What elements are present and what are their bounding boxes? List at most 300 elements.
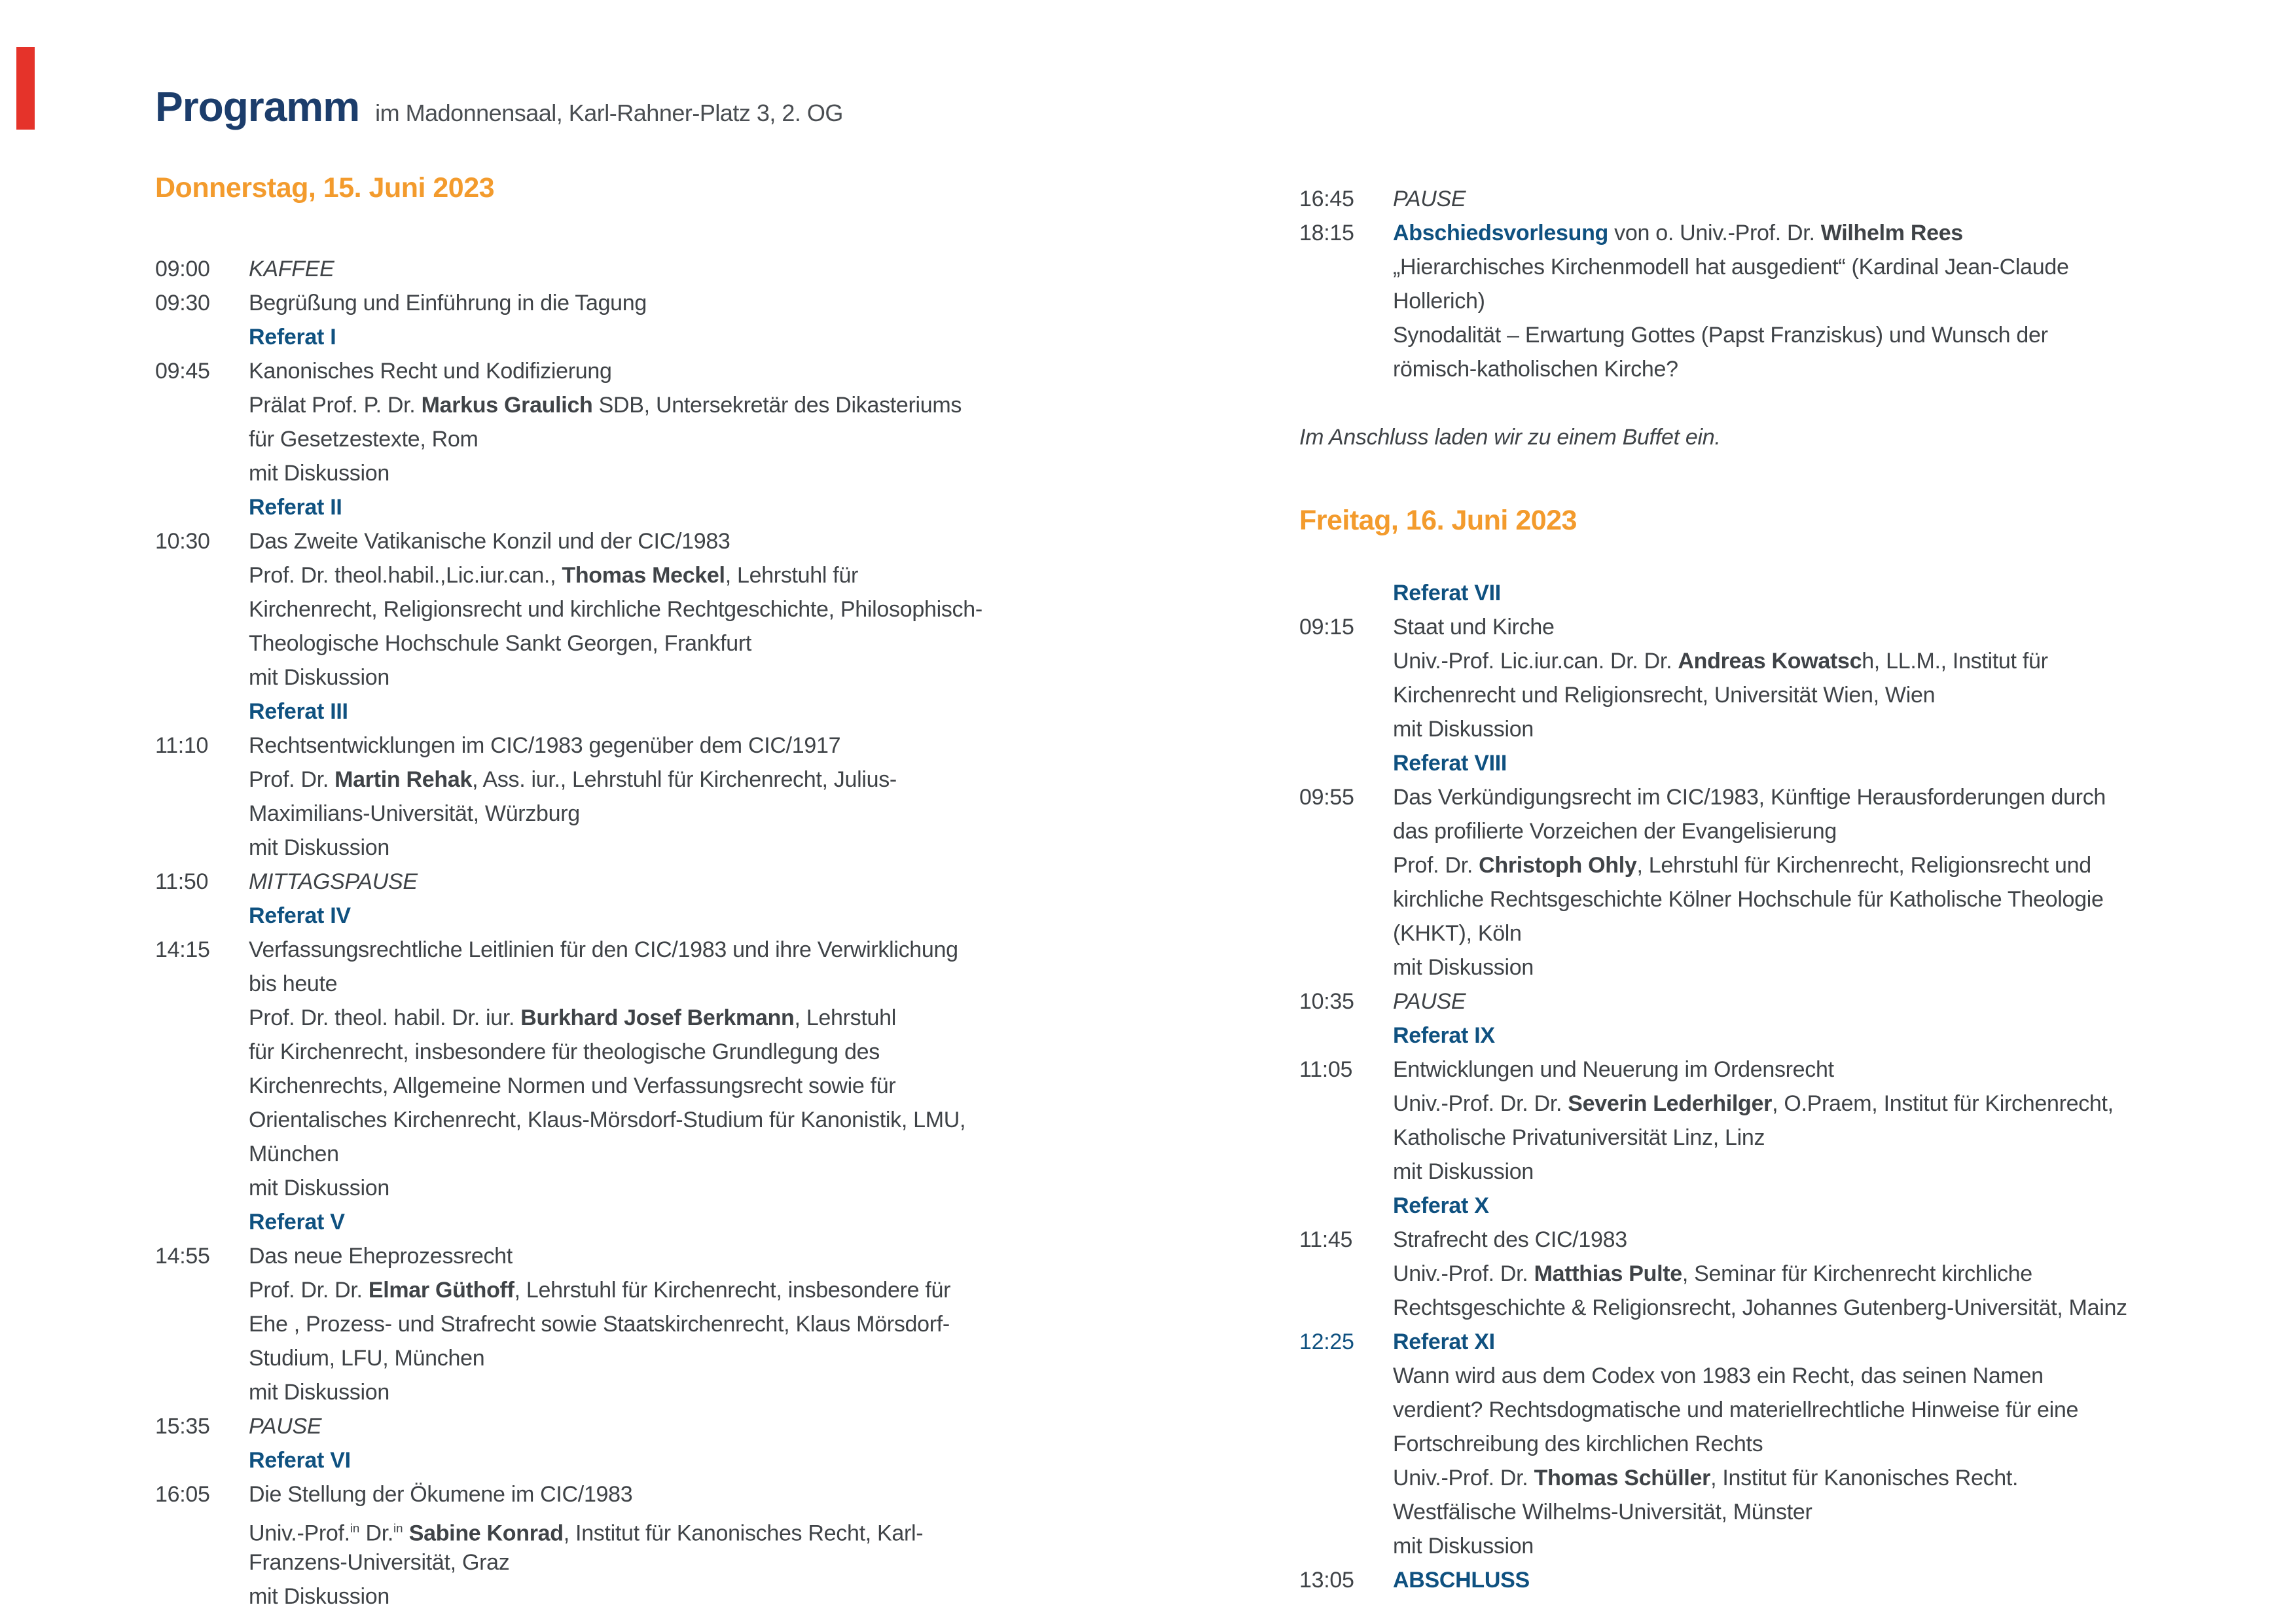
time-label: [1299, 644, 1393, 678]
text-run: Thomas Meckel: [562, 563, 725, 588]
schedule-row: [155, 797, 1137, 831]
text-run: in: [350, 1521, 360, 1535]
schedule-row: [155, 1171, 1137, 1205]
schedule-row: [155, 456, 1137, 490]
row-text: [249, 1137, 1137, 1171]
row-text: [249, 456, 1137, 490]
row-text: [1393, 984, 2288, 1019]
text-run: Prof. Dr. Dr.: [249, 1278, 369, 1303]
text-run: mit Diskussion: [249, 461, 389, 486]
row-text: [249, 1511, 1137, 1545]
schedule-row: [1299, 916, 2288, 950]
row-text: [1393, 678, 2288, 712]
row-text: [249, 524, 1137, 558]
time-label: [1299, 1529, 1393, 1563]
time-label: [1299, 1087, 1393, 1121]
time-label: 11:45: [1299, 1227, 1353, 1252]
time-label: 16:45: [1299, 187, 1354, 211]
text-run: mit Diskussion: [249, 835, 389, 860]
referat-label: Referat VI: [249, 1448, 351, 1473]
schedule-row: [1299, 1359, 2288, 1393]
row-text: [1393, 746, 2288, 780]
note-row: [1299, 420, 2288, 454]
time-label: [1299, 916, 1393, 950]
time-label: [1299, 1427, 1393, 1461]
schedule-row: [155, 1137, 1137, 1171]
text-run: Im Anschluss laden wir zu einem Buffet ein.: [1299, 425, 1721, 450]
row-text: [1393, 1563, 2288, 1597]
time-label: 09:00: [155, 257, 210, 281]
text-run: Martin Rehak: [334, 767, 473, 792]
schedule-row: [155, 592, 1137, 626]
schedule-row: [1299, 1529, 2288, 1563]
time-label: 09:30: [155, 291, 210, 316]
time-label: [155, 592, 249, 626]
time-label: [155, 1103, 249, 1137]
text-run: Das Zweite Vatikanische Konzil und der CIC/1983: [249, 529, 730, 554]
row-text: [249, 1001, 1137, 1035]
time-label: 14:15: [155, 937, 210, 962]
text-run: Orientalisches Kirchenrecht, Klaus-Mörsdorf-Studium für Kanonistik, LMU,: [249, 1108, 966, 1132]
row-text: [249, 1069, 1137, 1103]
row-text: [249, 660, 1137, 695]
time-label: [1299, 1291, 1393, 1325]
text-run: mit Diskussion: [249, 1380, 389, 1405]
text-run: Katholische Privatuniversität Linz, Linz: [1393, 1125, 1765, 1150]
text-run: , Lehrstuhl für Kirchenrecht, insbesondere für: [514, 1278, 951, 1303]
time-label: [1299, 284, 1393, 318]
text-run: Entwicklungen und Neuerung im Ordensrecht: [1393, 1057, 1834, 1082]
row-text: [249, 354, 1137, 388]
schedule-row: [155, 558, 1137, 592]
time-label: [155, 1205, 249, 1239]
time-label: [155, 1035, 249, 1069]
text-run: , Lehrstuhl für Kirchenrecht, Religionsrecht und: [1636, 853, 2091, 878]
row-text: [1393, 1223, 2288, 1257]
text-run: für Kirchenrecht, insbesondere für theologische Grundlegung des: [249, 1039, 880, 1064]
row-text: [249, 797, 1137, 831]
red-mark: [16, 47, 35, 130]
row-text: [249, 252, 1137, 286]
text-run: Severin Lederhilger: [1568, 1091, 1773, 1116]
text-run: kirchliche Rechtsgeschichte Kölner Hochschule für Katholische Theologie: [1393, 887, 2104, 912]
time-label: [1299, 1257, 1393, 1291]
day-heading-thursday: Donnerstag, 15. Juni 2023: [155, 172, 495, 204]
time-label: [155, 1341, 249, 1375]
schedule-friday: [1299, 182, 2288, 1597]
schedule-row: [155, 320, 1137, 354]
time-label: [1299, 950, 1393, 984]
schedule-row: [1299, 1495, 2288, 1529]
row-text: [1393, 882, 2288, 916]
schedule-row: [1299, 1121, 2288, 1155]
schedule-row: [155, 490, 1137, 524]
time-label: 12:25: [1299, 1329, 1354, 1354]
row-text: [249, 1443, 1137, 1477]
row-text: [1393, 318, 2288, 352]
time-label: 10:35: [1299, 989, 1354, 1014]
text-run: von o. Univ.-Prof. Dr.: [1608, 221, 1821, 245]
schedule-row: [155, 1001, 1137, 1035]
row-text: [249, 695, 1137, 729]
schedule-row: [1299, 250, 2288, 284]
text-run: das profilierte Vorzeichen der Evangelisierung: [1393, 819, 1837, 844]
text-run: mit Diskussion: [1393, 717, 1534, 742]
row-text: [1393, 1495, 2288, 1529]
schedule-row: [1299, 814, 2288, 848]
time-label: [155, 320, 249, 354]
schedule-row: [155, 865, 1137, 899]
schedule-row: [155, 1239, 1137, 1273]
text-run: Univ.-Prof.: [249, 1521, 350, 1546]
row-text: [249, 388, 1137, 422]
text-run: Staat und Kirche: [1393, 615, 1555, 640]
schedule-row: [1299, 284, 2288, 318]
time-label: 10:30: [155, 529, 210, 554]
text-run: , Ass. iur., Lehrstuhl für Kirchenrecht, Julius-: [472, 767, 897, 792]
text-run: Hollerich): [1393, 289, 1485, 314]
row-text: [1393, 1291, 2288, 1325]
time-label: [1299, 712, 1393, 746]
text-run: Fortschreibung des kirchlichen Rechts: [1393, 1432, 1763, 1456]
time-label: [1299, 1495, 1393, 1529]
schedule-row: [1299, 352, 2288, 386]
time-label: [155, 1171, 249, 1205]
schedule-row: [1299, 318, 2288, 352]
time-label: [1299, 1121, 1393, 1155]
row-text: [1393, 780, 2288, 814]
text-run: Studium, LFU, München: [249, 1346, 485, 1371]
row-text: [1393, 950, 2288, 984]
row-text: [249, 1579, 1137, 1614]
text-run: PAUSE: [1393, 187, 1466, 211]
text-run: Begrüßung und Einführung in die Tagung: [249, 291, 647, 316]
text-run: Thomas Schüller: [1534, 1466, 1711, 1490]
time-label: [155, 1307, 249, 1341]
row-text: [1393, 1359, 2288, 1393]
text-run: Burkhard Josef Berkmann: [520, 1005, 795, 1030]
schedule-row: [1299, 610, 2288, 644]
row-text: [249, 422, 1137, 456]
time-label: [1299, 1461, 1393, 1495]
time-label: 11:05: [1299, 1057, 1353, 1082]
time-label: 09:15: [1299, 615, 1354, 640]
text-run: SDB, Untersekretär des Dikasteriums: [592, 393, 962, 418]
text-run: Die Stellung der Ökumene im CIC/1983: [249, 1482, 633, 1507]
text-run: , Lehrstuhl: [794, 1005, 896, 1030]
page-title: Programm: [155, 83, 360, 130]
schedule-row: [1299, 1563, 2288, 1597]
row-text: [1299, 420, 2288, 454]
time-label: [155, 422, 249, 456]
text-run: PAUSE: [1393, 989, 1466, 1014]
schedule-row: [155, 1307, 1137, 1341]
schedule-row: [1299, 848, 2288, 882]
row-text: [249, 1239, 1137, 1273]
time-label: [1299, 250, 1393, 284]
schedule-row: [155, 1103, 1137, 1137]
row-text: [1393, 1189, 2288, 1223]
row-text: [249, 1307, 1137, 1341]
row-text: [1393, 1053, 2288, 1087]
schedule-row: [155, 695, 1137, 729]
row-text: [1393, 1461, 2288, 1495]
row-text: [1393, 352, 2288, 386]
text-run: in: [393, 1521, 403, 1535]
text-run: Kirchenrecht und Religionsrecht, Universität Wien, Wien: [1393, 683, 1936, 708]
text-run: h, LL.M., Institut für: [1862, 649, 2048, 674]
schedule-row: [155, 524, 1137, 558]
time-label: [155, 831, 249, 865]
row-text: [1393, 1257, 2288, 1291]
schedule-row: [155, 1273, 1137, 1307]
schedule-row: [155, 1035, 1137, 1069]
text-run: Rechtsgeschichte & Religionsrecht, Johannes Gutenberg-Universität, Mainz: [1393, 1295, 2127, 1320]
time-label: [1299, 352, 1393, 386]
row-text: [1393, 1155, 2288, 1189]
schedule-row: [155, 1375, 1137, 1409]
text-run: Prof. Dr. theol.habil.,Lic.iur.can.,: [249, 563, 562, 588]
referat-label: Referat II: [249, 495, 342, 520]
schedule-row: [1299, 1189, 2288, 1223]
schedule-row: [155, 1443, 1137, 1477]
text-run: mit Diskussion: [249, 665, 389, 690]
text-run: mit Diskussion: [1393, 1534, 1534, 1559]
text-run: Prof. Dr.: [1393, 853, 1479, 878]
row-text: [1393, 848, 2288, 882]
schedule-row: [1299, 644, 2288, 678]
row-text: [249, 729, 1137, 763]
referat-label: Referat X: [1393, 1193, 1489, 1218]
row-text: [249, 286, 1137, 320]
time-label: [1299, 882, 1393, 916]
text-run: , O.Praem, Institut für Kirchenrecht,: [1772, 1091, 2114, 1116]
schedule-row: [1299, 216, 2288, 250]
row-text: [249, 933, 1137, 967]
text-run: KAFFEE: [249, 257, 334, 281]
column-thursday: [155, 172, 1137, 1614]
text-run: Prof. Dr.: [249, 767, 335, 792]
text-run: Univ.-Prof. Dr.: [1393, 1261, 1534, 1286]
time-label: [155, 695, 249, 729]
time-label: [155, 388, 249, 422]
page-header: [155, 82, 843, 131]
time-label: [155, 1443, 249, 1477]
schedule-row: [1299, 182, 2288, 216]
text-run: „Hierarchisches Kirchenmodell hat ausgedient“ (Kardinal Jean-Claude: [1393, 255, 2069, 280]
text-run: Kanonisches Recht und Kodifizierung: [249, 359, 612, 384]
time-label: [1299, 576, 1393, 610]
time-label: [155, 456, 249, 490]
text-run: , Institut für Kanonisches Recht.: [1710, 1466, 2019, 1490]
spacer: [1299, 542, 2288, 576]
referat-label: Referat III: [249, 699, 348, 724]
text-run: München: [249, 1142, 339, 1166]
time-label: [155, 1137, 249, 1171]
row-text: [249, 558, 1137, 592]
page-subtitle: im Madonnensaal, Karl-Rahner-Platz 3, 2. OG: [375, 99, 843, 126]
schedule-row: [155, 660, 1137, 695]
time-label: [1299, 1359, 1393, 1393]
text-run: , Lehrstuhl für: [725, 563, 859, 588]
schedule-row: [1299, 950, 2288, 984]
text-run: Maximilians-Universität, Würzburg: [249, 801, 580, 826]
text-run: bis heute: [249, 971, 338, 996]
time-label: [155, 1273, 249, 1307]
time-label: [1299, 1189, 1393, 1223]
schedule-row: [155, 1069, 1137, 1103]
row-text: [1393, 1393, 2288, 1427]
referat-label: Referat XI: [1393, 1329, 1495, 1354]
text-run: Theologische Hochschule Sankt Georgen, Frankfurt: [249, 631, 752, 656]
text-run: Wann wird aus dem Codex von 1983 ein Recht, das seinen Namen: [1393, 1363, 2044, 1388]
text-run: Westfälische Wilhelms-Universität, Münster: [1393, 1500, 1812, 1525]
schedule-row: [155, 899, 1137, 933]
text-run: (KHKT), Köln: [1393, 921, 1522, 946]
text-run: Das neue Eheprozessrecht: [249, 1244, 513, 1269]
schedule-row: [155, 729, 1137, 763]
schedule-row: [1299, 746, 2288, 780]
row-text: [1393, 182, 2288, 216]
schedule-row: [1299, 984, 2288, 1019]
row-text: [249, 320, 1137, 354]
row-text: [249, 1273, 1137, 1307]
spacer: [1299, 454, 2288, 488]
text-run: Dr.: [359, 1521, 394, 1546]
schedule-row: [155, 1545, 1137, 1579]
schedule-row: [1299, 780, 2288, 814]
text-run: Prof. Dr. theol. habil. Dr. iur.: [249, 1005, 521, 1030]
referat-label: Abschiedsvorlesung: [1393, 221, 1609, 245]
schedule-row: [1299, 678, 2288, 712]
day-heading-friday: Freitag, 16. Juni 2023: [1299, 505, 1577, 536]
time-label: 14:55: [155, 1244, 210, 1269]
text-run: mit Diskussion: [1393, 955, 1534, 980]
schedule-row: [155, 1511, 1137, 1545]
schedule-row: [155, 1341, 1137, 1375]
time-label: [1299, 746, 1393, 780]
row-text: [1393, 250, 2288, 284]
time-label: [155, 899, 249, 933]
time-label: [1299, 1155, 1393, 1189]
text-run: römisch-katholischen Kirche?: [1393, 357, 1678, 382]
time-label: [1299, 318, 1393, 352]
time-label: [155, 490, 249, 524]
row-text: [249, 865, 1137, 899]
time-label: 09:45: [155, 359, 210, 384]
time-label: [155, 967, 249, 1001]
time-label: 16:05: [155, 1482, 210, 1507]
text-run: [403, 1521, 409, 1545]
time-label: [155, 660, 249, 695]
row-text: [249, 1409, 1137, 1443]
row-text: [249, 1205, 1137, 1239]
schedule-row: [155, 626, 1137, 660]
text-run: Markus Graulich: [421, 393, 593, 418]
text-run: Kirchenrecht, Religionsrecht und kirchliche Rechtgeschichte, Philosophisch-: [249, 597, 982, 622]
text-run: verdient? Rechtsdogmatische und materiellrechtliche Hinweise für eine: [1393, 1398, 2079, 1422]
schedule-row: [155, 967, 1137, 1001]
time-label: [155, 1545, 249, 1579]
schedule-row: [1299, 1325, 2288, 1359]
schedule-row: [155, 933, 1137, 967]
row-text: [1393, 644, 2288, 678]
time-label: [155, 1511, 249, 1545]
row-text: [249, 592, 1137, 626]
time-label: [155, 558, 249, 592]
schedule-row: [155, 286, 1137, 320]
schedule-row: [155, 388, 1137, 422]
time-label: 09:55: [1299, 785, 1354, 810]
time-label: [155, 1579, 249, 1614]
text-run: Wilhelm Rees: [1820, 221, 1963, 245]
row-text: [1393, 1019, 2288, 1053]
row-text: [1393, 1529, 2288, 1563]
row-text: [249, 831, 1137, 865]
time-label: 18:15: [1299, 221, 1354, 245]
schedule-row: [155, 422, 1137, 456]
row-text: [249, 1035, 1137, 1069]
row-text: [249, 1545, 1137, 1579]
schedule-row: [1299, 1393, 2288, 1427]
time-label: [1299, 814, 1393, 848]
schedule-row: [1299, 1461, 2288, 1495]
row-text: [1393, 284, 2288, 318]
text-run: Das Verkündigungsrecht im CIC/1983, Künftige Herausforderungen durch: [1393, 785, 2106, 810]
row-text: [249, 490, 1137, 524]
text-run: Univ.-Prof. Dr. Dr.: [1393, 1091, 1568, 1116]
text-run: Kirchenrechts, Allgemeine Normen und Verfassungsrecht sowie für: [249, 1074, 896, 1098]
spacer: [1299, 386, 2288, 420]
schedule-row: [1299, 1257, 2288, 1291]
schedule-row: [1299, 1427, 2288, 1461]
time-label: [1299, 1393, 1393, 1427]
text-run: Prälat Prof. P. Dr.: [249, 393, 422, 418]
time-label: 13:05: [1299, 1568, 1354, 1593]
text-run: Sabine Konrad: [408, 1521, 564, 1546]
text-run: , Seminar für Kirchenrecht kirchliche: [1682, 1261, 2032, 1286]
time-label: [155, 1375, 249, 1409]
time-label: [155, 763, 249, 797]
column-friday: [1299, 182, 2288, 1597]
time-label: [155, 626, 249, 660]
referat-label: Referat IX: [1393, 1023, 1495, 1048]
schedule-row: [1299, 712, 2288, 746]
time-label: 11:50: [155, 869, 209, 894]
row-text: [1393, 814, 2288, 848]
schedule-row: [155, 1205, 1137, 1239]
text-run: Univ.-Prof. Lic.iur.can. Dr. Dr.: [1393, 649, 1678, 674]
text-run: Andreas Kowatsc: [1678, 649, 1862, 674]
referat-label: Referat VII: [1393, 581, 1501, 605]
text-run: Franzens-Universität, Graz: [249, 1550, 510, 1575]
row-text: [249, 1375, 1137, 1409]
row-text: [249, 763, 1137, 797]
schedule-row: [1299, 1291, 2288, 1325]
row-text: [1393, 916, 2288, 950]
row-text: [1393, 216, 2288, 250]
row-text: [1393, 610, 2288, 644]
schedule-thursday: [155, 252, 1137, 1614]
text-run: MITTAGSPAUSE: [249, 869, 418, 894]
row-text: [1393, 1427, 2288, 1461]
schedule-row: [155, 252, 1137, 286]
schedule-row: [1299, 1223, 2288, 1257]
time-label: 15:35: [155, 1414, 210, 1439]
schedule-row: [1299, 1087, 2288, 1121]
referat-label: Referat IV: [249, 903, 351, 928]
row-text: [249, 1103, 1137, 1137]
